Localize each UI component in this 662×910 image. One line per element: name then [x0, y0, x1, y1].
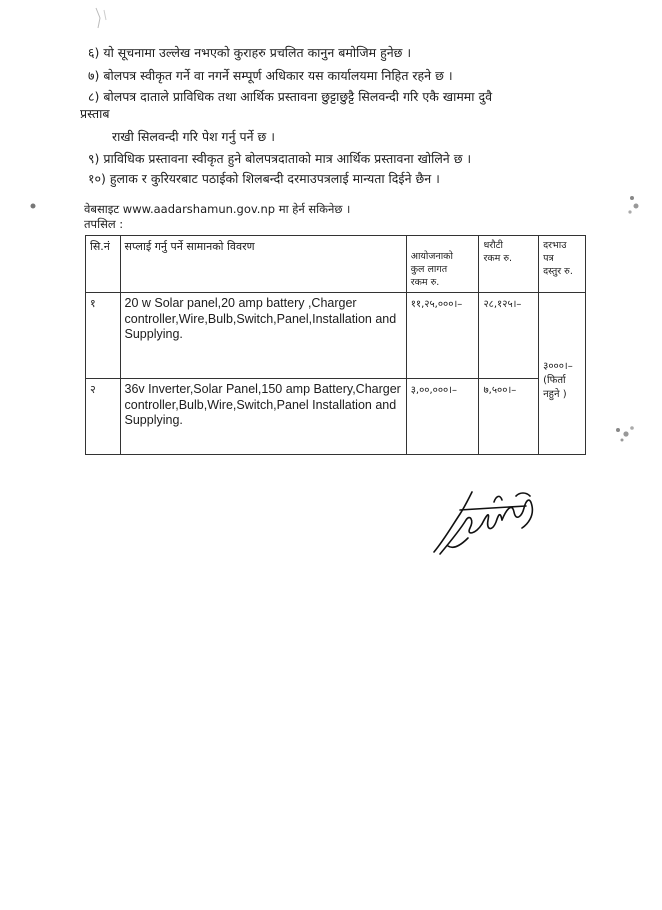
row-deposit: ७,५००।–: [479, 379, 539, 455]
scan-speck: [610, 420, 640, 446]
header-fee-line1: दरभाउ: [543, 240, 567, 251]
schedule-title: तपसिल :: [84, 217, 124, 231]
clause-8-continuation-1: प्रस्ताब: [80, 106, 110, 121]
header-fee: [539, 236, 586, 293]
header-sn: सि.नं: [86, 236, 121, 293]
header-fee-line3: दस्तुर रु.: [543, 266, 573, 277]
header-cost-line3: रकम रु.: [410, 277, 440, 288]
header-cost: [406, 236, 479, 293]
table-header-row: [86, 236, 586, 293]
scan-speck: [26, 200, 40, 212]
row-sn: २: [86, 379, 121, 455]
header-deposit: [479, 236, 539, 293]
fee-note-line2: नहुने ): [543, 388, 567, 400]
scan-speck: [622, 190, 644, 220]
website-line: वेबसाइट www.aadarshamun.gov.np मा हेर्न सकिनेछ ।: [84, 202, 351, 216]
clause-6: ६) यो सूचनामा उल्लेख नभएको कुराहरु प्रचलित कानुन बमोजिम हुनेछ ।: [88, 45, 412, 60]
row-sn: १: [86, 293, 121, 379]
table-row: [86, 293, 586, 379]
clause-9: ९) प्राविधिक प्रस्तावना स्वीकृत हुने बोलपत्रदाताको मात्र आर्थिक प्रस्तावना खोलिने छ ।: [88, 151, 472, 166]
row-cost: ३,००,०००।–: [406, 379, 479, 455]
clause-10: १०) हुलाक र कुरियरबाट पठाईको शिलबन्दी दरमाउपत्रलाई मान्यता दिईने छैन ।: [88, 171, 440, 186]
row-description: 36v Inverter,Solar Panel,150 amp Battery,Charger controller,Bulb,Wire,Switch,Panel Installation and Supplying.: [120, 379, 406, 455]
signature-image: [430, 480, 550, 560]
header-cost-line2: कुल लागत: [410, 264, 448, 275]
scan-speck: [92, 6, 110, 32]
schedule-table: [85, 235, 586, 455]
header-deposit-line2: रकम रु.: [483, 253, 513, 264]
header-description: सप्लाई गर्नु पर्ने सामानको विवरण: [120, 236, 406, 293]
header-deposit-line1: धरौटी: [483, 240, 503, 251]
fee-note-line1: (फिर्ता: [543, 374, 566, 386]
row-description: 20 w Solar panel,20 amp battery ,Charger controller,Wire,Bulb,Switch,Panel,Installation and Supplying.: [120, 293, 406, 379]
table-row: [86, 379, 586, 455]
header-fee-line2: पत्र: [543, 253, 554, 264]
header-cost-line1: आयोजनाको: [410, 251, 453, 262]
fee-cell: [539, 360, 586, 455]
fee-amount: ३०००।–: [543, 360, 573, 372]
row-cost: ११,२५,०००।–: [406, 293, 479, 379]
clause-8: ८) बोलपत्र दाताले प्राविधिक तथा आर्थिक प्रस्तावना छुट्टाछुट्टै सिलवन्दी गरि एकै खाममा दुवै: [88, 89, 493, 104]
row-deposit: २८,१२५।–: [479, 293, 539, 379]
clause-8-continuation-2: राखी सिलवन्दी गरि पेश गर्नु पर्ने छ ।: [112, 129, 275, 144]
clause-7: ७) बोलपत्र स्वीकृत गर्ने वा नगर्ने सम्पूर्ण अधिकार यस कार्यालयमा निहित रहने छ ।: [88, 68, 453, 83]
